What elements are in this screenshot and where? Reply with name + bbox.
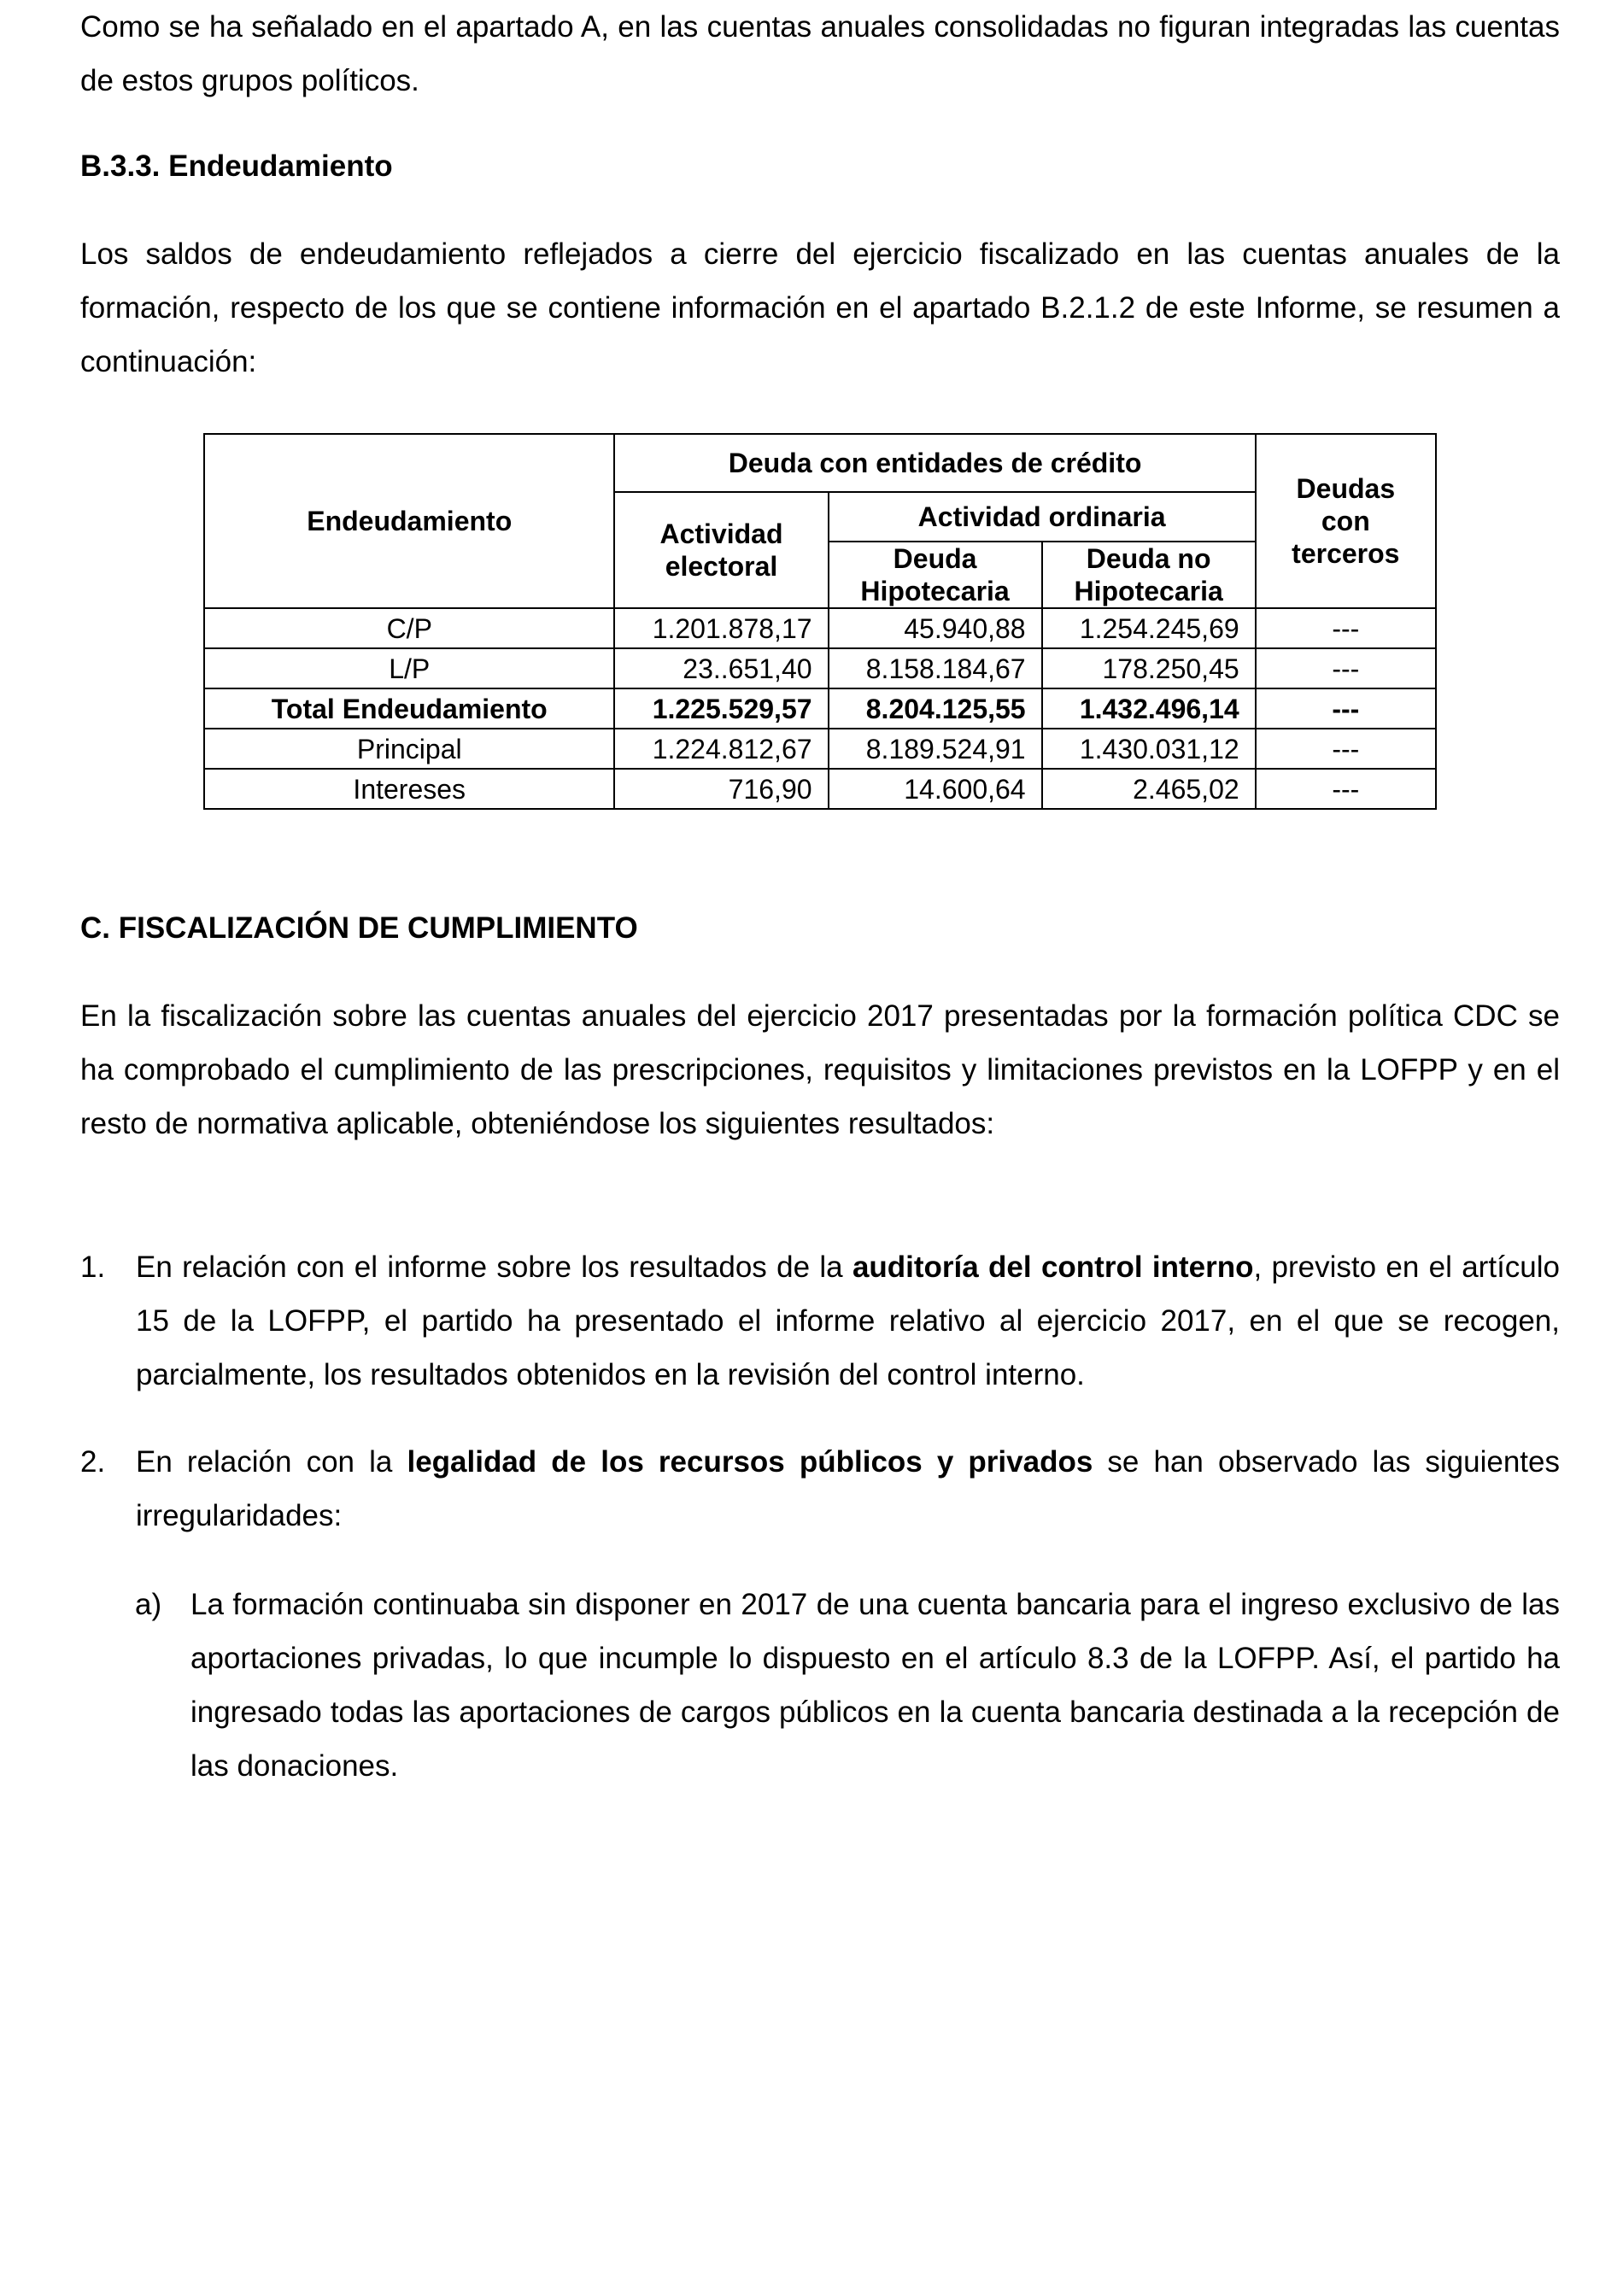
list-item-number: 2.	[80, 1445, 106, 1479]
header-deuda-entidades: Deuda con entidades de crédito	[614, 434, 1255, 492]
cell-electoral: 1.201.878,17	[614, 608, 828, 648]
list-item-number: 1.	[80, 1250, 106, 1284]
table-row	[204, 729, 1436, 769]
list-item-1	[80, 1240, 1560, 1402]
cell-no-hipotecaria: 1.254.245,69	[1042, 608, 1256, 648]
header-deudas-terceros: Deudas con terceros	[1256, 434, 1436, 608]
sub-list-item-letter: a)	[135, 1588, 162, 1621]
header-actividad-electoral: Actividad electoral	[614, 492, 828, 608]
debt-table	[203, 433, 1437, 810]
cumplimiento-paragraph: En la fiscalización sobre las cuentas anuales del ejercicio 2017 presentadas por la formación política CDC se ha comprobado el cumplimiento de las prescripciones, requisitos y limitaciones previstos en la LOFPP y en el resto de normativa aplicable, obteniéndose los siguientes resultados:	[80, 999, 1560, 1140]
row-label: Total Endeudamiento	[204, 688, 614, 729]
cell-hipotecaria: 8.189.524,91	[829, 729, 1042, 769]
list-item-text	[136, 1240, 1560, 1402]
header-endeudamiento: Endeudamiento	[204, 434, 614, 608]
table-row-total	[204, 688, 1436, 729]
header-deuda-hipotecaria: Deuda Hipotecaria	[829, 542, 1042, 608]
sub-list-item-text: La formación continuaba sin disponer en 2017 de una cuenta bancaria para el ingreso exclusivo de las aportaciones privadas, lo que incumple lo dispuesto en el artículo 8.3 de la LOFPP. Así, el partido ha ingresado todas las aportaciones de cargos públicos en la cuenta bancaria destinada a la recepción de las donaciones.	[190, 1588, 1560, 1783]
cell-hipotecaria: 45.940,88	[829, 608, 1042, 648]
header-actividad-ordinaria: Actividad ordinaria	[829, 492, 1256, 542]
section-heading-c: C. FISCALIZACIÓN DE CUMPLIMIENTO	[80, 911, 638, 945]
cell-hipotecaria: 8.204.125,55	[829, 688, 1042, 729]
cell-terceros: ---	[1256, 688, 1436, 729]
text-run: En relación con la	[136, 1445, 407, 1479]
table-row	[204, 769, 1436, 809]
cell-no-hipotecaria: 2.465,02	[1042, 769, 1256, 809]
cell-no-hipotecaria: 1.432.496,14	[1042, 688, 1256, 729]
cell-terceros: ---	[1256, 648, 1436, 688]
cell-terceros: ---	[1256, 769, 1436, 809]
table-row	[204, 608, 1436, 648]
bold-text: auditoría del control interno	[852, 1250, 1254, 1284]
text-run: En relación con el informe sobre los resultados de la	[136, 1250, 853, 1284]
text-run: , previsto en el artículo 15 de la LOFPP, el partido ha presentado el informe relativo al ejercicio 2017, en el que se recogen, parcialmente, los resultados obtenidos en la revisión del control interno.	[136, 1250, 1560, 1391]
cell-terceros: ---	[1256, 729, 1436, 769]
section-heading-b33: B.3.3. Endeudamiento	[80, 149, 393, 183]
endeudamiento-paragraph: Los saldos de endeudamiento reflejados a cierre del ejercicio fiscalizado en las cuentas anuales de la formación, respecto de los que se contiene información en el apartado B.2.1.2 de este Informe, se resumen a continuación:	[80, 237, 1560, 378]
row-label: Intereses	[204, 769, 614, 809]
intro-paragraph: Como se ha señalado en el apartado A, en las cuentas anuales consolidadas no figuran integradas las cuentas de estos grupos políticos.	[80, 10, 1560, 97]
cell-no-hipotecaria: 178.250,45	[1042, 648, 1256, 688]
cell-electoral: 23..651,40	[614, 648, 828, 688]
bold-text: legalidad de los recursos públicos y privados	[407, 1445, 1093, 1479]
cell-no-hipotecaria: 1.430.031,12	[1042, 729, 1256, 769]
text-run: se han observado las siguientes irregularidades:	[136, 1445, 1560, 1532]
cell-electoral: 1.224.812,67	[614, 729, 828, 769]
cell-terceros: ---	[1256, 608, 1436, 648]
sub-list-item-a	[135, 1578, 1560, 1793]
cell-hipotecaria: 8.158.184,67	[829, 648, 1042, 688]
row-label: C/P	[204, 608, 614, 648]
cell-electoral: 1.225.529,57	[614, 688, 828, 729]
cell-hipotecaria: 14.600,64	[829, 769, 1042, 809]
header-deuda-no-hipotecaria: Deuda no Hipotecaria	[1042, 542, 1256, 608]
list-item-text	[136, 1435, 1560, 1543]
row-label: Principal	[204, 729, 614, 769]
table-row	[204, 648, 1436, 688]
cell-electoral: 716,90	[614, 769, 828, 809]
list-item-2	[80, 1435, 1560, 1543]
row-label: L/P	[204, 648, 614, 688]
